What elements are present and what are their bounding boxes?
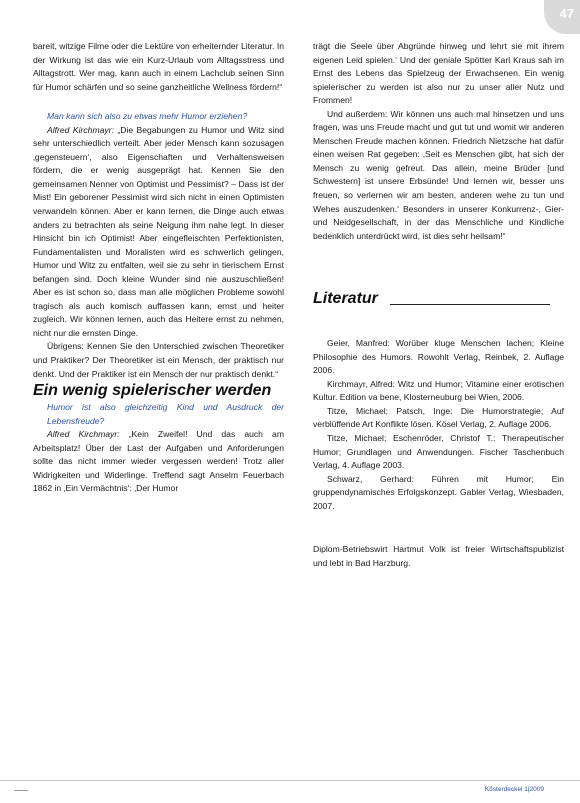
- answer-text: „Die Begabungen zu Humor und Witz sind sehr unterschiedlich verteilt. Aber jeder Mensch kann sozusagen ‚gegensteuern‘, also Eigenschaften und Verhaltensweisen fördern, die er wenig ausgeprägt hat. Kennen Sie den gemeinsamen Nenner von Optimist und Pessimist? – Dass ist der Mist! Ein geborener Pessimist wird sich nicht in einen Optimisten verwandeln können. Aber er kann lernen, die Dinge auch etwas anders zu betrachten als seine Neigung ihm nahe legt. In dieser Hinsicht bin ich Optimist! Aber eingefleischten Perfektionisten, Fundamentalisten und Moralisten wird es schwerlich gelingen, Humor und Witz zu entfalten, weil sie zu sehr in tierischem Ernst befangen sind. Doch kleine Wunder sind nie auszuschließen! Aber es ist schon so, dass man alle möglichen Probleme sowohl tragisch als auch komisch auffassen kann, ernst und heiter zugleich. Wir können lernen, auch das Heitere ernst zu nehmen, nicht nur die ernsten Dinge.: [33, 124, 285, 338]
- page-number-tab: [544, 0, 580, 34]
- interview-question: Humor ist also gleichzeitig Kind und Ausdruck der Lebensfreude?: [47, 402, 284, 426]
- footer-label: Kösterdeckel 1|2009: [484, 786, 544, 793]
- literature-list: [313, 337, 564, 513]
- interview-answer: [33, 124, 284, 341]
- interview-answer: [33, 428, 284, 496]
- literature-entry: Schwarz, Gerhard: Führen mit Humor; Ein gruppendynamisches Erfolgskonzept. Gabler Verlag, Wiesbaden, 2007.: [313, 473, 564, 511]
- heading-rule: [390, 304, 550, 305]
- speaker-name: Alfred Kirchmayr:: [47, 124, 114, 135]
- section-heading: Literatur: [313, 290, 378, 308]
- footer-crop-mark: [14, 790, 28, 791]
- literature-entry: Titze, Michael; Eschenröder, Christof T.: Therapeutischer Humor; Grundlagen und Anwendungen. Fischer Taschenbuch Verlag, 4. Auflage 2003.: [313, 433, 564, 471]
- author-note: Diplom-Betriebswirt Hartmut Volk ist freier Wirtschaftspublizist und lebt in Bad Harzburg.: [313, 544, 564, 568]
- body-paragraph: Und außerdem: Wir können uns auch mal hinsetzen und uns fragen, was uns Freude macht und gut tut und womit wir anderen Menschen Freude machen können. Friedrich Nietzsche hat dafür einen weisen Rat gegeben: ‚Seit es Menschen gibt, hat sich der Mensch zu wenig gefreut. Das allein, meine Brüder [und Schwestern] ist unsere Erbsünde! Und lernen wir, besser uns freuen, so verlernen wir am besten, anderen wehe zu tun und Wehes auszudenken.‘ Besonders in unserer Konkurrenz-, Gier- und Neidgesellschaft, in der das Menschliche und Kindliche bedenklich unterdrückt wird, ist dies sehr heilsam!“: [313, 108, 564, 241]
- literature-entry: Titze, Michael; Patsch, Inge: Die Humorstrategie; Auf verblüffende Art Konflikte lösen. Kösel Verlag, 2. Auflage 2006.: [313, 405, 564, 430]
- literature-header: [313, 289, 564, 309]
- right-column: [313, 40, 564, 570]
- footer-rule: [0, 780, 580, 781]
- speaker-name: Alfred Kirchmayr:: [47, 429, 120, 440]
- answer-text: „Kein Zweifel! Und das auch am Arbeitsplatz! Über der Last der Aufgaben und Anforderungen sollte das nicht immer wieder vergessen werden! Trotz aller Widrigkeiten und Widerlinge. Treffend sagt Anselm Feuerbach 1862 in ‚Ein Vermächtnis‘: ‚Der Humor: [33, 429, 284, 494]
- body-paragraph: Übrigens: Kennen Sie den Unterschied zwischen Theoretiker und Praktiker? Der Theoretiker ist ein Mensch, der praktisch nur denkt. Und der Praktiker ist ein Mensch der nur praktisch denkt.“: [33, 341, 284, 379]
- body-paragraph: trägt die Seele über Abgründe hinweg und lehrt sie mit ihrem eigenen Leid spielen.‘ Und der geniale Spötter Karl Kraus sah im Ernst des Lebens das Spielzeug der Erwachsenen. Ein wenig spielerischer zu werden ist also nur zu unser aller Nutz und Frommen!: [313, 41, 564, 106]
- interview-question: Man kann sich also zu etwas mehr Humor erziehen?: [47, 111, 248, 122]
- left-column: [33, 40, 284, 496]
- body-paragraph: bareit, witzige Filme oder die Lektüre von erheiternder Literatur. In der Wirkung ist das wie ein Kurz-Urlaub vom Alltagsstress und Alltagstrott. Wer mag, kann auch in einem Lachclub seinen Sinn für Humor schärfen und so seine ganzheitliche Wellness fördern!“: [33, 41, 284, 92]
- literature-entry: Kirchmayr, Alfred: Witz und Humor; Vitamine einer erotischen Kultur. Edition va bene, Klosterneuburg bei Wien, 2006.: [313, 378, 564, 403]
- literature-entry: Geier, Manfred: Worüber kluge Menschen lachen; Kleine Philosophie des Humors. Rowohlt Verlag, Reinbek, 2. Auflage 2006.: [313, 338, 564, 376]
- page-number: 47: [559, 6, 574, 21]
- section-heading: Ein wenig spielerischer werden: [33, 382, 272, 400]
